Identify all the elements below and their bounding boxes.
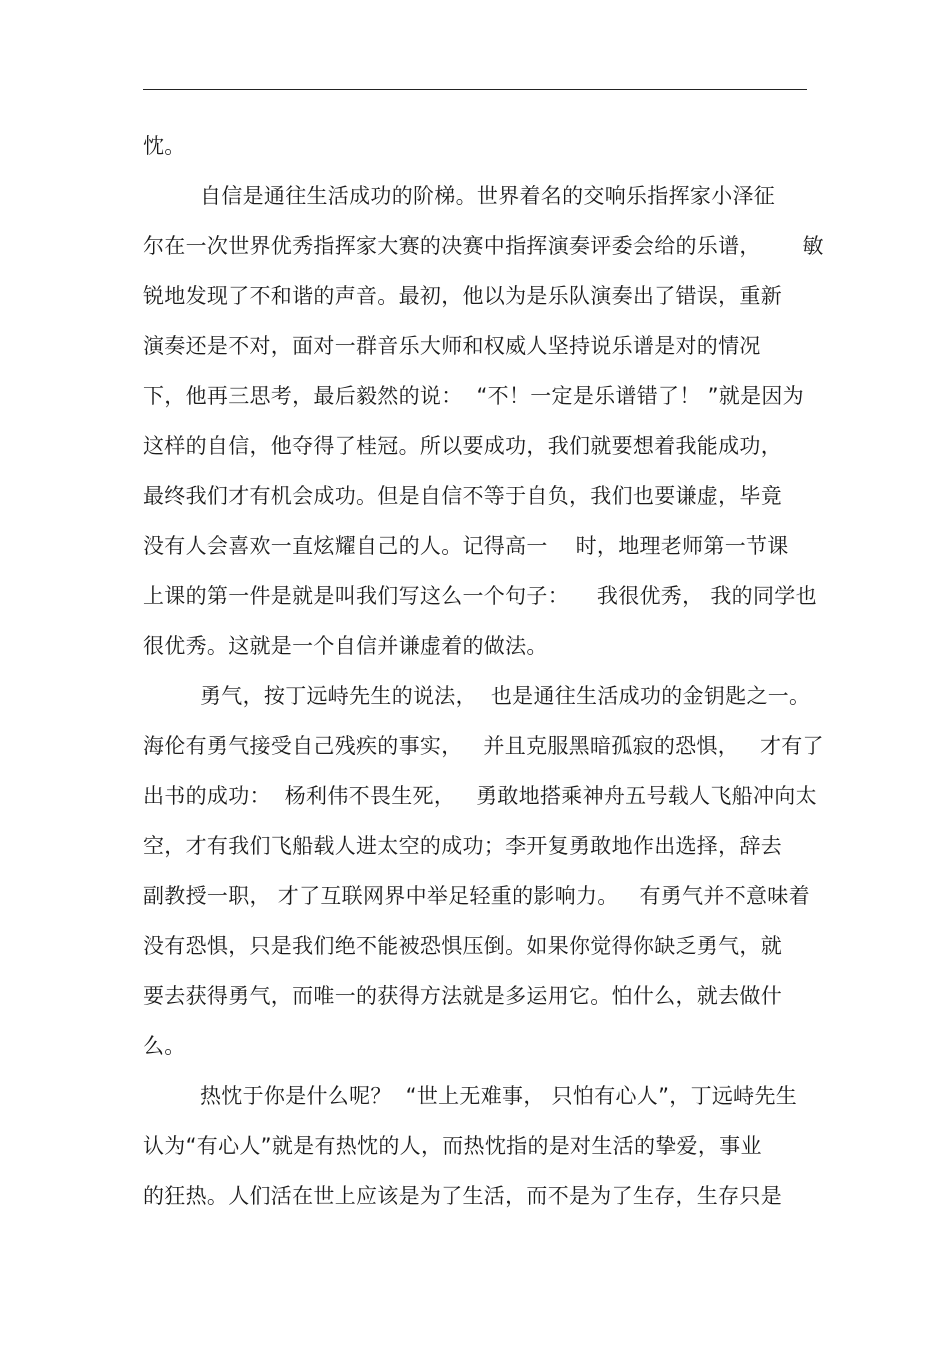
text-line: 演奏还是不对，面对一群音乐大师和权威人坚持说乐谱是对的情况 [143,334,761,358]
text-line: 空，才有我们飞船载人进太空的成功；李开复勇敢地作出选择，辞去 [143,834,782,858]
text-line: 海伦有勇气接受自己残疾的事实， 并且克服黑暗孤寂的恐惧， 才有了 [143,734,824,758]
text-line: 出书的成功： 杨利伟不畏生死， 勇敢地搭乘神舟五号载人飞船冲向太 [143,784,817,808]
text-line: 热忱于你是什么呢？ “世上无难事， 只怕有心人”，丁远峙先生 [200,1084,798,1108]
body-text [143,125,824,1225]
text-line: 副教授一职， 才了互联网界中举足轻重的影响力。 有勇气并不意味着 [143,884,810,908]
text-line: 忱。 [143,134,186,158]
text-line: 尔在一次世界优秀指挥家大赛的决赛中指挥演奏评委会给的乐谱， 敏 [143,234,824,258]
text-line: 锐地发现了不和谐的声音。最初，他以为是乐队演奏出了错误，重新 [143,284,782,308]
text-line: 这样的自信，他夺得了桂冠。所以要成功，我们就要想着我能成功， [143,434,782,458]
text-line: 要去获得勇气，而唯一的获得方法就是多运用它。怕什么，就去做什 [143,984,782,1008]
text-line: 下，他再三思考，最后毅然的说： “不！一定是乐谱错了！ ”就是因为 [143,384,804,408]
text-line: 自信是通往生活成功的阶梯。世界着名的交响乐指挥家小泽征 [200,184,776,208]
text-line: 没有人会喜欢一直炫耀自己的人。记得高一 时，地理老师第一节课 [143,534,789,558]
text-line: 的狂热。人们活在世上应该是为了生活，而不是为了生存，生存只是 [143,1184,782,1208]
text-line: 么。 [143,1034,186,1058]
text-line: 最终我们才有机会成功。但是自信不等于自负，我们也要谦虚，毕竟 [143,484,782,508]
text-line: 没有恐惧，只是我们绝不能被恐惧压倒。如果你觉得你缺乏勇气，就 [143,934,782,958]
text-line: 上课的第一件是就是叫我们写这么一个句子： 我很优秀， 我的同学也 [143,584,817,608]
text-line: 认为“有心人”就是有热忱的人，而热忱指的是对生活的挚爱，事业 [143,1134,762,1158]
header-rule [143,89,807,90]
text-line: 勇气，按丁远峙先生的说法， 也是通往生活成功的金钥匙之一。 [200,684,811,708]
text-line: 很优秀。这就是一个自信并谦虚着的做法。 [143,634,548,658]
